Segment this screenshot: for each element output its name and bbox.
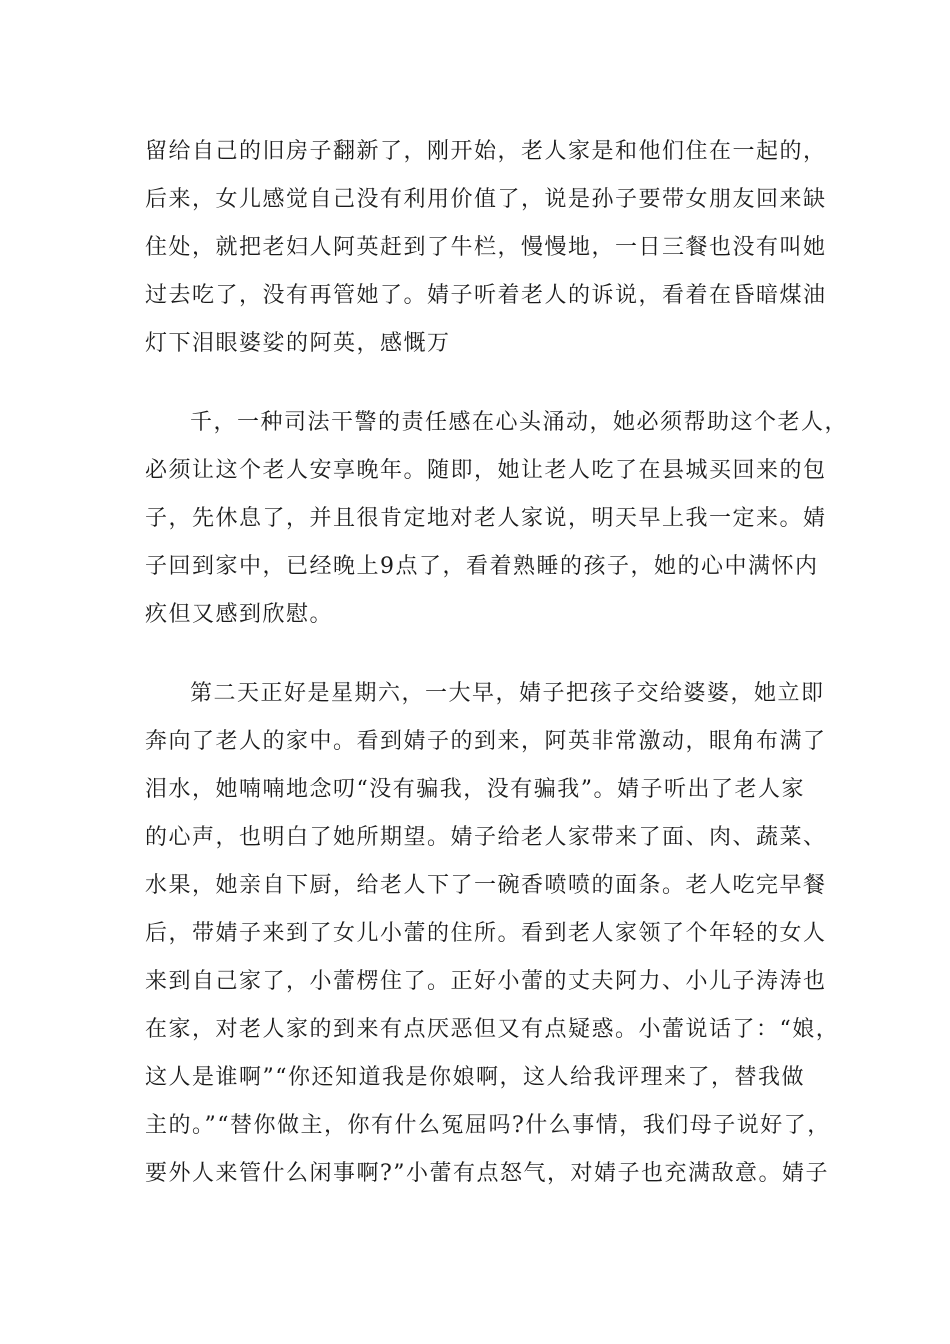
text-line: 要外人来管什么闲事啊?”小蕾有点怒气，对婧子也充满敌意。婧子 [145, 1161, 830, 1186]
text-line: 子，先休息了，并且很肯定地对老人家说，明天早上我一定来。婧 [145, 506, 827, 531]
text-line: 水果，她亲自下厨，给老人下了一碗香喷喷的面条。老人吃完早餐 [145, 873, 827, 898]
text-line: 后，带婧子来到了女儿小蕾的住所。看到老人家领了个年轻的女人 [145, 921, 827, 946]
text-line: 留给自己的旧房子翻新了，刚开始，老人家是和他们住在一起的， [145, 139, 827, 164]
text-line: 子回到家中，已经晚上9点了，看着熟睡的孩子，她的心中满怀内 [145, 554, 819, 579]
text-line: 这人是谁啊”“你还知道我是你娘啊，这人给我评理来了，替我做 [145, 1065, 805, 1090]
text-line: 在家，对老人家的到来有点厌恶但又有点疑惑。小蕾说话了：“娘， [145, 1017, 840, 1042]
text-line: 灯下泪眼婆娑的阿英，感慨万 [145, 331, 451, 356]
text-line: 后来，女儿感觉自己没有利用价值了，说是孙子要带女朋友回来缺 [145, 187, 827, 212]
text-line: 过去吃了，没有再管她了。婧子听着老人的诉说，看着在昏暗煤油 [145, 283, 827, 308]
text-line: 来到自己家了，小蕾楞住了。正好小蕾的丈夫阿力、小儿子涛涛也 [145, 969, 827, 994]
text-line: 主的。”“替你做主，你有什么冤屈吗?什么事情，我们母子说好了， [145, 1113, 831, 1138]
text-line: 泪水，她喃喃地念叨“没有骗我，没有骗我”。婧子听出了老人家 [145, 777, 805, 802]
text-line: 的心声，也明白了她所期望。婧子给老人家带来了面、肉、蔬菜、 [145, 825, 827, 850]
text-line: 住处，就把老妇人阿英赶到了牛栏，慢慢地，一日三餐也没有叫她 [145, 235, 827, 260]
text-line: 必须让这个老人安享晚年。随即，她让老人吃了在县城买回来的包 [145, 458, 827, 483]
text-line: 奔向了老人的家中。看到婧子的到来，阿英非常激动，眼角布满了 [145, 729, 827, 754]
text-line: 千，一种司法干警的责任感在心头涌动，她必须帮助这个老人， [190, 410, 849, 435]
text-line: 第二天正好是星期六，一大早，婧子把孩子交给婆婆，她立即 [190, 681, 825, 706]
text-line: 疚但又感到欣慰。 [145, 602, 334, 627]
